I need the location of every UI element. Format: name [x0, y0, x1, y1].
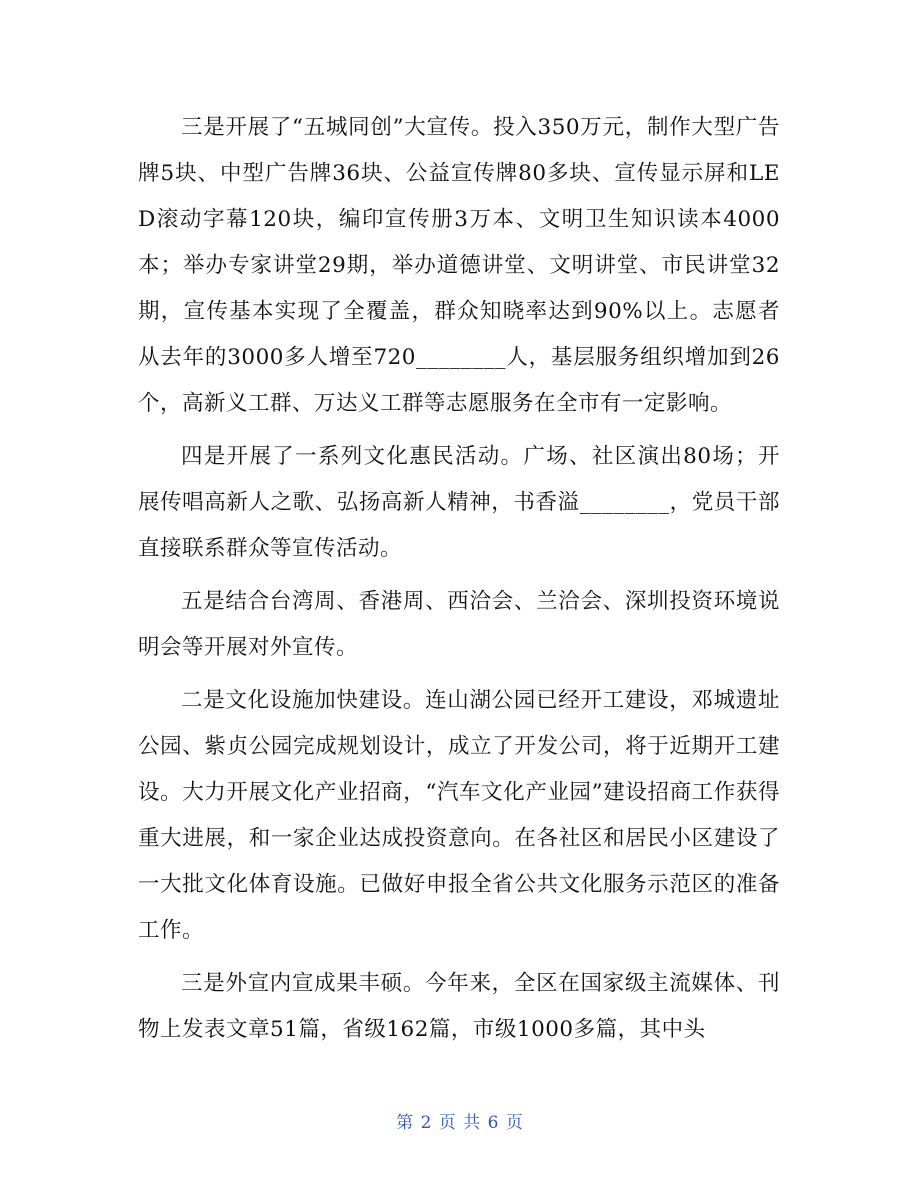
- footer-total-unit: 页: [505, 1113, 524, 1133]
- footer-prefix: 第: [396, 1113, 415, 1133]
- paragraph-five-cities-campaign: 三是开展了“五城同创”大宣传。投入350万元，制作大型广告牌5块、中型广告牌36块、公益宣传牌80多块、宣传显示屏和LED滚动字幕120块，编印宣传册3万本、文明卫生知识读本4000本；举办专家讲堂29期，举办道德讲堂、文明讲堂、市民讲堂32期，宣传基本实现了全覆盖，群众知晓率达到90%以上。志愿者从去年的3000多人增至720________人，基层服务组织增加到26个，高新义工群、万达义工群等志愿服务在全市有一定影响。: [138, 115, 780, 416]
- page-footer: [0, 1111, 920, 1135]
- footer-total-pages: 6: [487, 1113, 500, 1133]
- footer-total-prefix: 共: [463, 1113, 482, 1133]
- paragraph-cultural-activities: 四是开展了一系列文化惠民活动。广场、社区演出80场；开展传唱高新人之歌、弘扬高新人精神，书香溢________，党员干部直接联系群众等宣传活动。: [138, 444, 780, 561]
- paragraph-media-results: 三是外宣内宣成果丰硕。今年来，全区在国家级主流媒体、刊物上发表文章51篇，省级162篇，市级1000多篇，其中头: [138, 971, 780, 1042]
- footer-page-unit: 页: [438, 1113, 457, 1133]
- document-body: [138, 105, 780, 1060]
- paragraph-external-publicity: 五是结合台湾周、香港周、西洽会、兰洽会、深圳投资环境说明会等开展对外宣传。: [138, 589, 780, 660]
- footer-current-page: 2: [420, 1113, 433, 1133]
- paragraph-cultural-facilities: 二是文化设施加快建设。连山湖公园已经开工建设，邓城遗址公园、紫贞公园完成规划设计，成立了开发公司，将于近期开工建设。大力开展文化产业招商，“汽车文化产业园”建设招商工作获得重大进展，和一家企业达成投资意向。在各社区和居民小区建设了一大批文化体育设施。已做好申报全省公共文化服务示范区的准备工作。: [138, 688, 780, 943]
